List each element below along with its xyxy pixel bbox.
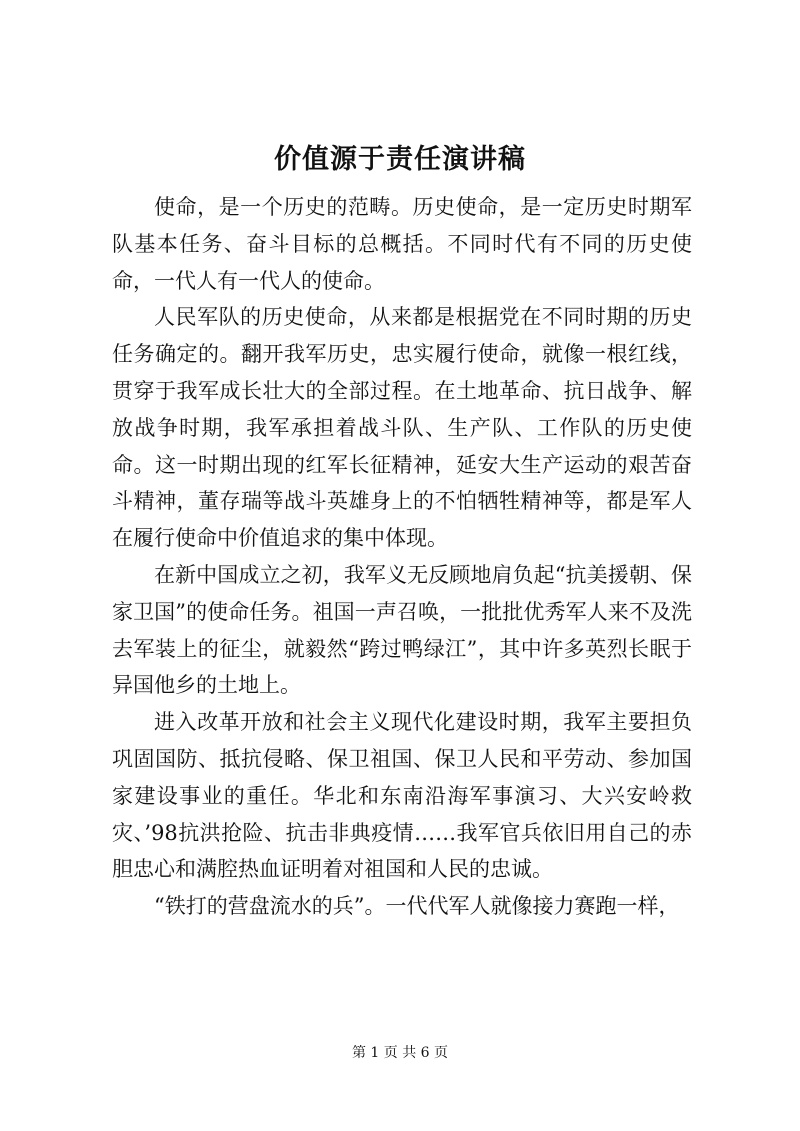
document-title: 价值源于责任演讲稿: [274, 144, 526, 175]
paragraph: 进入改革开放和社会主义现代化建设时期，我军主要担负巩固国防、抵抗侵略、保卫祖国、保卫人民和平劳动、参加国家建设事业的重任。华北和东南沿海军事演习、大兴安岭救灾、’98抗洪抢险、抗击非典疫情……我军官兵依旧用自己的赤胆忠心和满腔热血证明着对祖国和人民的忠诚。: [112, 710, 692, 882]
paragraph: “铁打的营盘流水的兵”。一代代军人就像接力赛跑一样，: [154, 894, 680, 919]
page-footer: 第 1 页 共 6 页: [351, 1045, 449, 1061]
paragraph: 使命，是一个历史的范畴。历史使命，是一定历史时期军队基本任务、奋斗目标的总概括。不同时代有不同的历史使命，一代人有一代人的使命。: [112, 195, 692, 293]
paragraph: 人民军队的历史使命，从来都是根据党在不同时期的历史任务确定的。翻开我军历史，忠实履行使命，就像一根红线，贯穿于我军成长壮大的全部过程。在土地革命、抗日战争、解放战争时期，我军承担着战斗队、生产队、工作队的历史使命。这一时期出现的红军长征精神，延安大生产运动的艰苦奋斗精神，董存瑞等战斗英雄身上的不怕牺牲精神等，都是军人在履行使命中价值追求的集中体现。: [112, 305, 692, 551]
document-body: [112, 189, 692, 925]
paragraph: 在新中国成立之初，我军义无反顾地肩负起“抗美援朝、保家卫国”的使命任务。祖国一声召唤，一批批优秀军人来不及洗去军装上的征尘，就毅然“跨过鸭绿江”，其中许多英烈长眠于异国他乡的土地上。: [112, 562, 692, 698]
